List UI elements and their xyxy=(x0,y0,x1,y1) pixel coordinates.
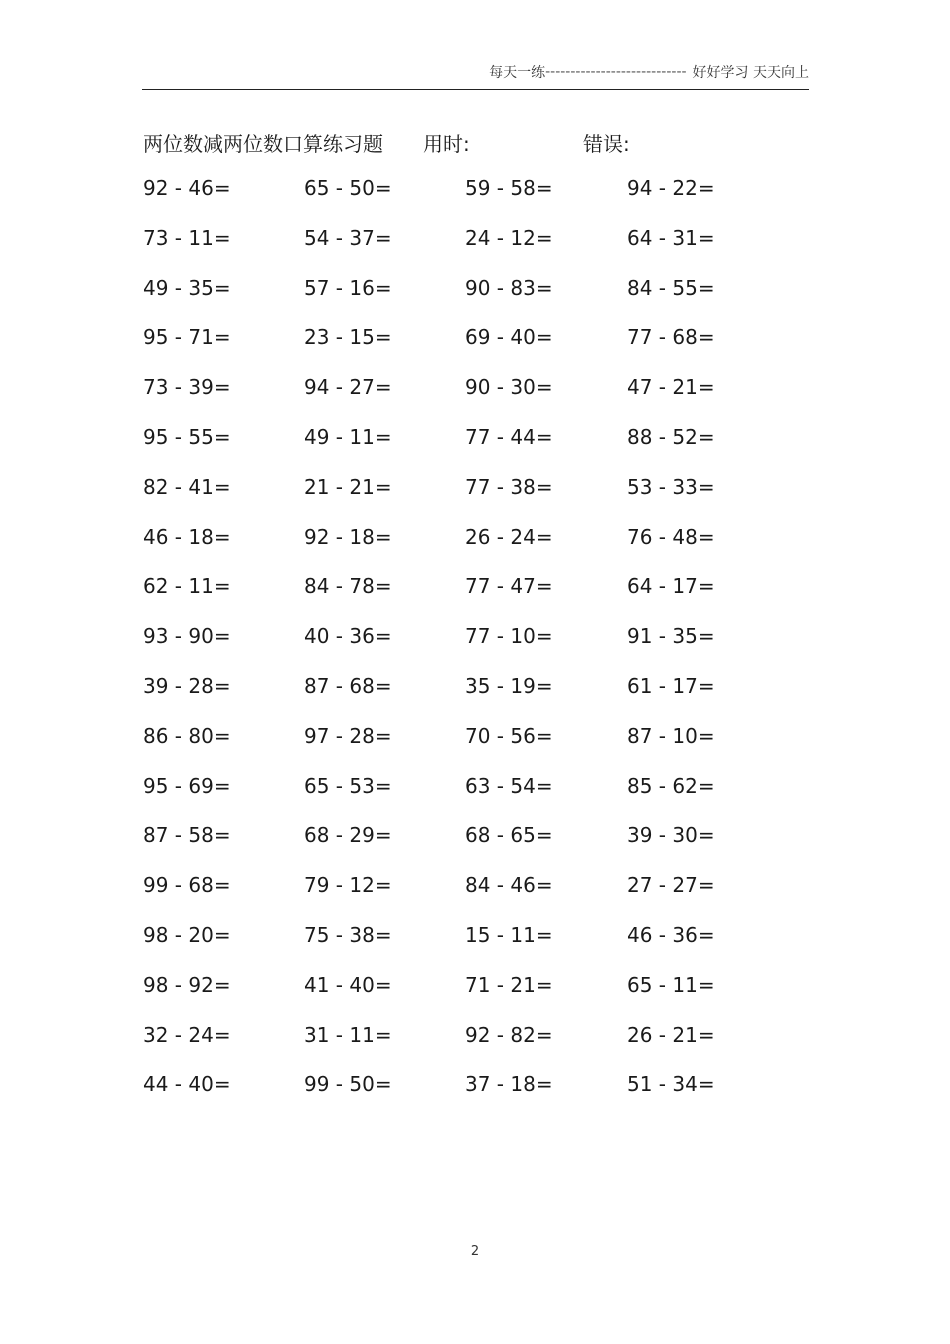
problem-item: 77 - 44= xyxy=(465,424,553,449)
problem-item: 95 - 55= xyxy=(143,424,231,449)
problem-row xyxy=(0,624,950,674)
header-slogan: 好好学习 天天向上 xyxy=(692,65,809,81)
problem-row xyxy=(0,674,950,724)
problem-item: 27 - 27= xyxy=(627,873,715,898)
problem-item: 37 - 18= xyxy=(465,1072,553,1097)
problem-item: 92 - 18= xyxy=(304,524,392,549)
problem-item: 59 - 58= xyxy=(465,176,553,200)
header-rule xyxy=(142,89,809,90)
problem-item: 91 - 35= xyxy=(627,624,715,649)
problem-item: 90 - 83= xyxy=(465,275,553,300)
problem-item: 95 - 71= xyxy=(143,325,231,350)
page-header xyxy=(142,62,809,82)
problem-item: 44 - 40= xyxy=(143,1072,231,1097)
problem-item: 92 - 46= xyxy=(143,176,231,200)
problem-item: 35 - 19= xyxy=(465,673,553,698)
problem-item: 86 - 80= xyxy=(143,723,231,748)
problem-item: 39 - 28= xyxy=(143,673,231,698)
problem-item: 51 - 34= xyxy=(627,1072,715,1097)
problem-item: 53 - 33= xyxy=(627,474,715,499)
problem-item: 85 - 62= xyxy=(627,773,715,798)
problem-item: 73 - 11= xyxy=(143,225,231,250)
problem-item: 84 - 46= xyxy=(465,873,553,898)
problem-row xyxy=(0,574,950,624)
problem-item: 31 - 11= xyxy=(304,1022,392,1047)
problem-item: 92 - 82= xyxy=(465,1022,553,1047)
problem-item: 64 - 31= xyxy=(627,225,715,250)
problem-item: 76 - 48= xyxy=(627,524,715,549)
problem-item: 73 - 39= xyxy=(143,375,231,400)
problem-row xyxy=(0,973,950,1023)
problem-item: 32 - 24= xyxy=(143,1022,231,1047)
problem-item: 88 - 52= xyxy=(627,424,715,449)
problem-item: 65 - 50= xyxy=(304,176,392,200)
problem-item: 77 - 68= xyxy=(627,325,715,350)
problem-item: 49 - 35= xyxy=(143,275,231,300)
problem-item: 77 - 47= xyxy=(465,574,553,599)
problem-item: 41 - 40= xyxy=(304,972,392,997)
problem-row xyxy=(0,375,950,425)
problem-item: 69 - 40= xyxy=(465,325,553,350)
problem-item: 21 - 21= xyxy=(304,474,392,499)
problem-item: 75 - 38= xyxy=(304,922,392,947)
problem-item: 87 - 10= xyxy=(627,723,715,748)
problem-item: 57 - 16= xyxy=(304,275,392,300)
problem-item: 24 - 12= xyxy=(465,225,553,250)
problem-item: 98 - 92= xyxy=(143,972,231,997)
problem-item: 68 - 29= xyxy=(304,823,392,848)
problem-item: 68 - 65= xyxy=(465,823,553,848)
problem-item: 46 - 36= xyxy=(627,922,715,947)
problem-item: 26 - 21= xyxy=(627,1022,715,1047)
problem-item: 84 - 55= xyxy=(627,275,715,300)
problem-row xyxy=(0,176,950,226)
problem-item: 77 - 10= xyxy=(465,624,553,649)
problem-item: 94 - 27= xyxy=(304,375,392,400)
problem-item: 99 - 50= xyxy=(304,1072,392,1097)
problem-item: 39 - 30= xyxy=(627,823,715,848)
problem-item: 46 - 18= xyxy=(143,524,231,549)
problem-row xyxy=(0,276,950,326)
problem-item: 93 - 90= xyxy=(143,624,231,649)
problem-item: 40 - 36= xyxy=(304,624,392,649)
problem-row xyxy=(0,873,950,923)
problem-row xyxy=(0,923,950,973)
problem-item: 82 - 41= xyxy=(143,474,231,499)
problem-item: 95 - 69= xyxy=(143,773,231,798)
problem-item: 61 - 17= xyxy=(627,673,715,698)
problem-item: 98 - 20= xyxy=(143,922,231,947)
problem-grid xyxy=(0,176,950,1122)
problem-row xyxy=(0,823,950,873)
problem-item: 65 - 11= xyxy=(627,972,715,997)
problem-row xyxy=(0,425,950,475)
problem-row xyxy=(0,1023,950,1073)
problem-item: 70 - 56= xyxy=(465,723,553,748)
problem-row xyxy=(0,226,950,276)
problem-item: 64 - 17= xyxy=(627,574,715,599)
problem-item: 23 - 15= xyxy=(304,325,392,350)
problem-row xyxy=(0,724,950,774)
time-label: 用时: xyxy=(423,132,470,156)
problem-row xyxy=(0,525,950,575)
problem-item: 49 - 11= xyxy=(304,424,392,449)
worksheet-title: 两位数减两位数口算练习题 xyxy=(143,132,383,156)
problem-item: 71 - 21= xyxy=(465,972,553,997)
problem-row xyxy=(0,774,950,824)
problem-item: 15 - 11= xyxy=(465,922,553,947)
problem-item: 79 - 12= xyxy=(304,873,392,898)
problem-item: 65 - 53= xyxy=(304,773,392,798)
page-number: 2 xyxy=(470,1244,480,1259)
problem-item: 63 - 54= xyxy=(465,773,553,798)
problem-item: 77 - 38= xyxy=(465,474,553,499)
problem-item: 47 - 21= xyxy=(627,375,715,400)
problem-row xyxy=(0,325,950,375)
worksheet-title-row xyxy=(0,128,950,158)
problem-item: 94 - 22= xyxy=(627,176,715,200)
problem-item: 97 - 28= xyxy=(304,723,392,748)
problem-item: 84 - 78= xyxy=(304,574,392,599)
problem-item: 62 - 11= xyxy=(143,574,231,599)
problem-item: 87 - 58= xyxy=(143,823,231,848)
problem-item: 99 - 68= xyxy=(143,873,231,898)
header-dash-separator: ---------------------------- xyxy=(545,64,687,80)
problem-item: 90 - 30= xyxy=(465,375,553,400)
problem-row xyxy=(0,1072,950,1122)
problem-item: 26 - 24= xyxy=(465,524,553,549)
header-left-text: 每天一练 xyxy=(489,65,546,81)
errors-label: 错误: xyxy=(583,132,630,156)
problem-item: 54 - 37= xyxy=(304,225,392,250)
problem-row xyxy=(0,475,950,525)
problem-item: 87 - 68= xyxy=(304,673,392,698)
